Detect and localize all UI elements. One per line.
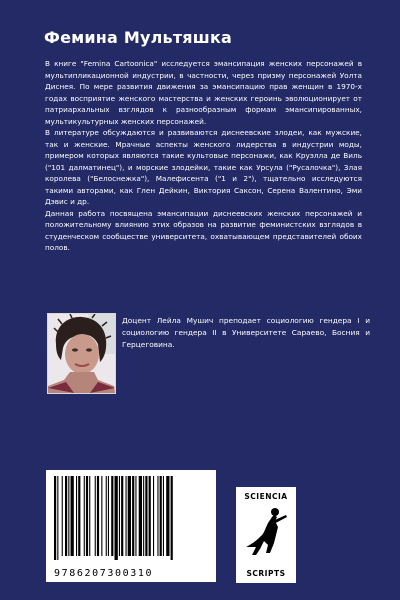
book-title: Фемина Мультяшка xyxy=(44,28,233,47)
barcode-bar xyxy=(121,476,123,556)
barcode-bar xyxy=(84,476,85,556)
isbn-number: 9786207300310 xyxy=(54,568,154,579)
barcode-bar xyxy=(65,476,67,556)
barcode-bar xyxy=(143,476,144,556)
barcode-bar xyxy=(62,476,63,556)
description-paragraph: Данная работа посвящена эмансипации диснеевских женских персонажей и положительному влиянию этих образов на развитие феминистских взглядов в студенческом сообществе университета, охватывающем представителей обоих полов. xyxy=(45,208,362,253)
author-bio: Доцент Лейла Мушич преподает социологию гендера I и социологию гендера II в Университете Сараево, Босния и Герцеговина. xyxy=(122,316,370,349)
barcode-bar xyxy=(97,476,99,556)
barcode-bar xyxy=(157,476,158,556)
barcode-bar xyxy=(106,476,107,556)
author-photo xyxy=(47,313,116,394)
barcode-bar xyxy=(76,476,77,556)
barcode-bar xyxy=(111,476,113,556)
barcode-bar xyxy=(126,476,127,556)
publisher-logo xyxy=(236,487,296,583)
barcode-bar xyxy=(135,476,136,556)
barcode-bar xyxy=(160,476,162,556)
barcode-bar xyxy=(166,476,169,556)
barcode-bar xyxy=(139,476,142,556)
scholar-figure-icon xyxy=(244,505,288,563)
barcode-bar xyxy=(68,476,69,556)
barcode-bar xyxy=(89,476,90,556)
isbn-barcode xyxy=(46,470,216,582)
barcode-bar xyxy=(57,476,58,560)
barcode-bar xyxy=(86,476,88,556)
barcode-bar xyxy=(115,476,118,560)
barcode-bar xyxy=(163,476,164,556)
barcode-bar xyxy=(108,476,109,556)
publisher-logo-top-text: SCIENCIA xyxy=(244,492,288,501)
barcode-bar xyxy=(71,476,74,556)
barcode-bar xyxy=(132,476,134,556)
publisher-logo-bottom-text: SCRIPTS xyxy=(246,569,286,578)
barcode-bar xyxy=(119,476,120,556)
description xyxy=(45,58,362,254)
description-paragraph: В литературе обсуждаются и развиваются диснеевские злодеи, как мужские, так и женские. Мрачные аспекты женского лидерства в индустрии моды, примером которых являются такие культовые персонажи, как Круэлла де Виль ("101 далматинец"), и морские злодейки, такие как Урсула ("Русалочка"), Злая королева ("Белоснежка"), Малефисента ("1 и 2"), тщательно исследуются такими авторами, как Глен Дейкин, Виктория Саксон, Серена Валентино, Эми Дэвис и др. xyxy=(45,128,362,207)
barcode-bar xyxy=(145,476,147,556)
barcode-bar xyxy=(128,476,131,556)
description-paragraph: В книге "Femina Cartoonica" исследуется эмансипация женских персонажей в мультипликационной индустрии, в частности, через призму персонажей Уолта Диснея. По мере развития движения за эмансипацию прав женщин в 1970-х годах восприятие женского мастерства и женских героинь эволюционирует от патриархальных взглядов к разнообразным формам эмансипированных, мультикультурных женских персонажей. xyxy=(45,59,362,126)
barcode-bar xyxy=(171,476,173,560)
barcode-bar xyxy=(153,476,154,556)
barcode-bar xyxy=(54,476,56,560)
barcode-bar xyxy=(149,476,151,556)
barcode-bar xyxy=(101,476,102,556)
barcode-bar xyxy=(78,476,80,556)
barcode-bar xyxy=(95,476,96,556)
